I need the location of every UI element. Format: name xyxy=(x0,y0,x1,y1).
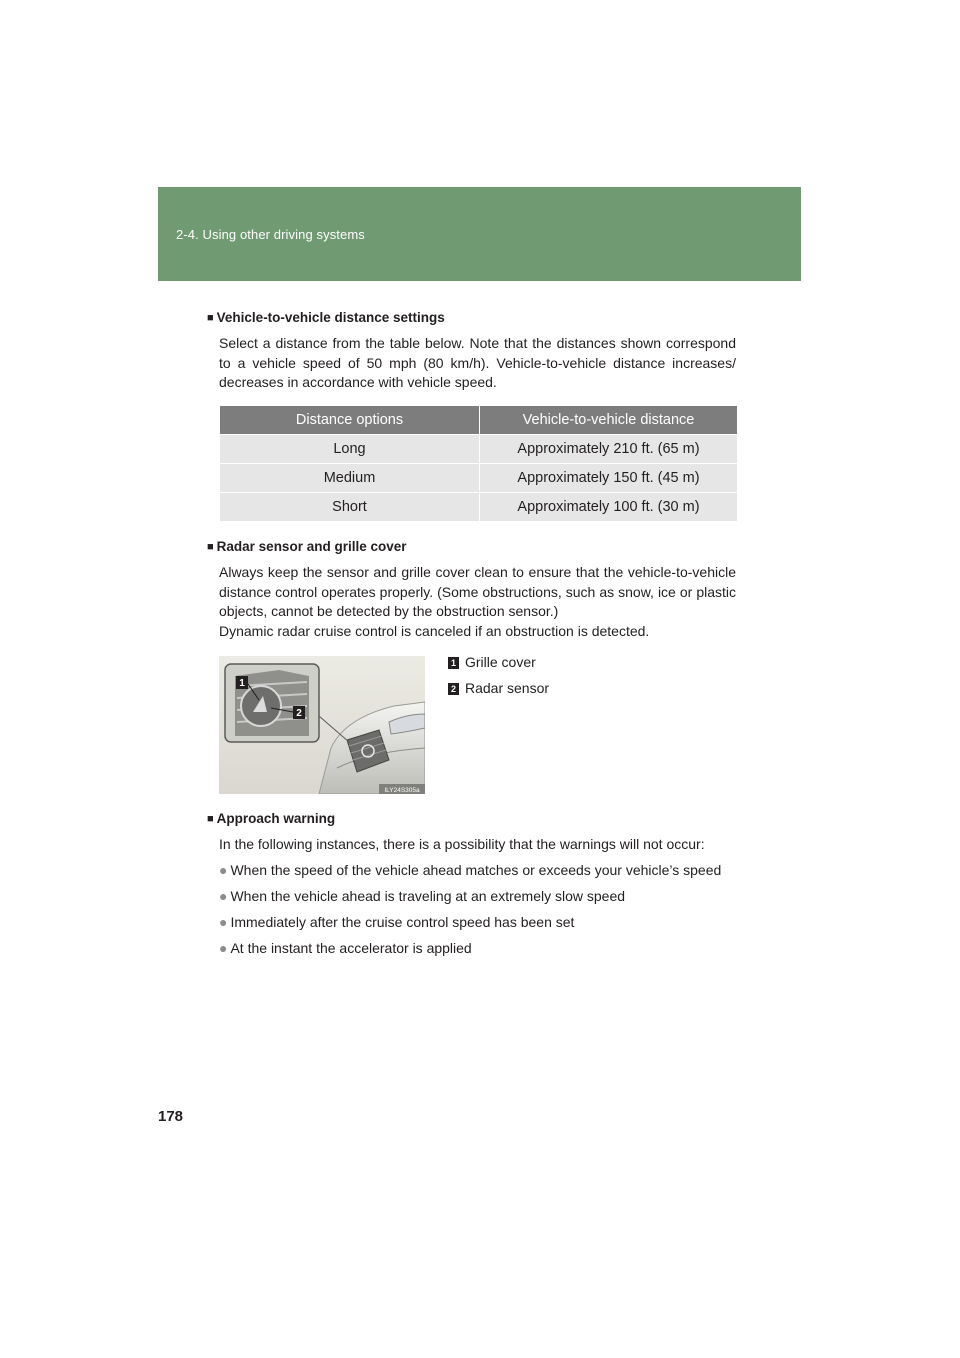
table-cell: Approximately 150 ft. (45 m) xyxy=(480,464,738,493)
table-row xyxy=(220,464,738,493)
callout-radar-sensor: 2 Radar sensor xyxy=(448,680,549,696)
table-row xyxy=(220,435,738,464)
table-cell: Approximately 100 ft. (30 m) xyxy=(480,493,738,522)
table-header-row xyxy=(220,406,738,435)
callout-number-1: 1 xyxy=(448,657,459,669)
approach-intro: In the following instances, there is a possibility that the warnings will not occur: xyxy=(219,836,705,852)
square-bullet-icon: ■ xyxy=(207,312,214,324)
callout-number-2: 2 xyxy=(448,683,459,695)
svg-text:1: 1 xyxy=(239,678,245,689)
chapter-header xyxy=(158,187,801,281)
bullet-icon: ● xyxy=(219,862,228,878)
image-code: ILY24S305a xyxy=(384,787,420,794)
callout-grille-cover: 1 Grille cover xyxy=(448,654,536,670)
table-cell: Long xyxy=(220,435,480,464)
table-cell: Approximately 210 ft. (65 m) xyxy=(480,435,738,464)
radar-paragraph: Always keep the sensor and grille cover clean to ensure that the vehicle-to-vehicle distance control operates properly. (Some obstructions, such as snow, ice or plastic objects, cannot be detected by the obstruction sensor.) Dynamic radar cruise control is canceled if an obstruction is detected. xyxy=(219,564,736,639)
svg-text:2: 2 xyxy=(296,708,302,719)
list-item: ● When the speed of the vehicle ahead matches or exceeds your vehicle’s speed xyxy=(219,862,722,878)
section-title-approach: ■ Approach warning xyxy=(207,811,336,826)
page-number: 178 xyxy=(158,1108,184,1125)
list-item: ● At the instant the accelerator is applied xyxy=(219,940,472,956)
bullet-icon: ● xyxy=(219,914,228,930)
car-front-illustration xyxy=(219,656,425,794)
square-bullet-icon: ■ xyxy=(207,813,214,825)
grille-radar-illustration xyxy=(219,656,425,794)
square-bullet-icon: ■ xyxy=(207,541,214,553)
table-cell: Medium xyxy=(220,464,480,493)
table-cell: Short xyxy=(220,493,480,522)
bullet-icon: ● xyxy=(219,940,228,956)
bullet-icon: ● xyxy=(219,888,228,904)
distance-table xyxy=(219,405,738,522)
chapter-title: 2-4. Using other driving systems xyxy=(176,227,365,242)
section-title-radar: ■ Radar sensor and grille cover xyxy=(207,539,407,554)
section-title-distance: ■ Vehicle-to-vehicle distance settings xyxy=(207,310,445,325)
column-header: Vehicle-to-vehicle distance xyxy=(480,406,738,435)
list-item: ● When the vehicle ahead is traveling at an extremely slow speed xyxy=(219,888,626,904)
list-item: ● Immediately after the cruise control speed has been set xyxy=(219,914,575,930)
column-header: Distance options xyxy=(220,406,480,435)
table-row xyxy=(220,493,738,522)
distance-paragraph: Select a distance from the table below. Note that the distances shown correspond to a vehicle speed of 50 mph (80 km/h). Vehicle-to-vehicle distance increases/ decreases in accordance with vehicle speed. xyxy=(219,335,736,391)
